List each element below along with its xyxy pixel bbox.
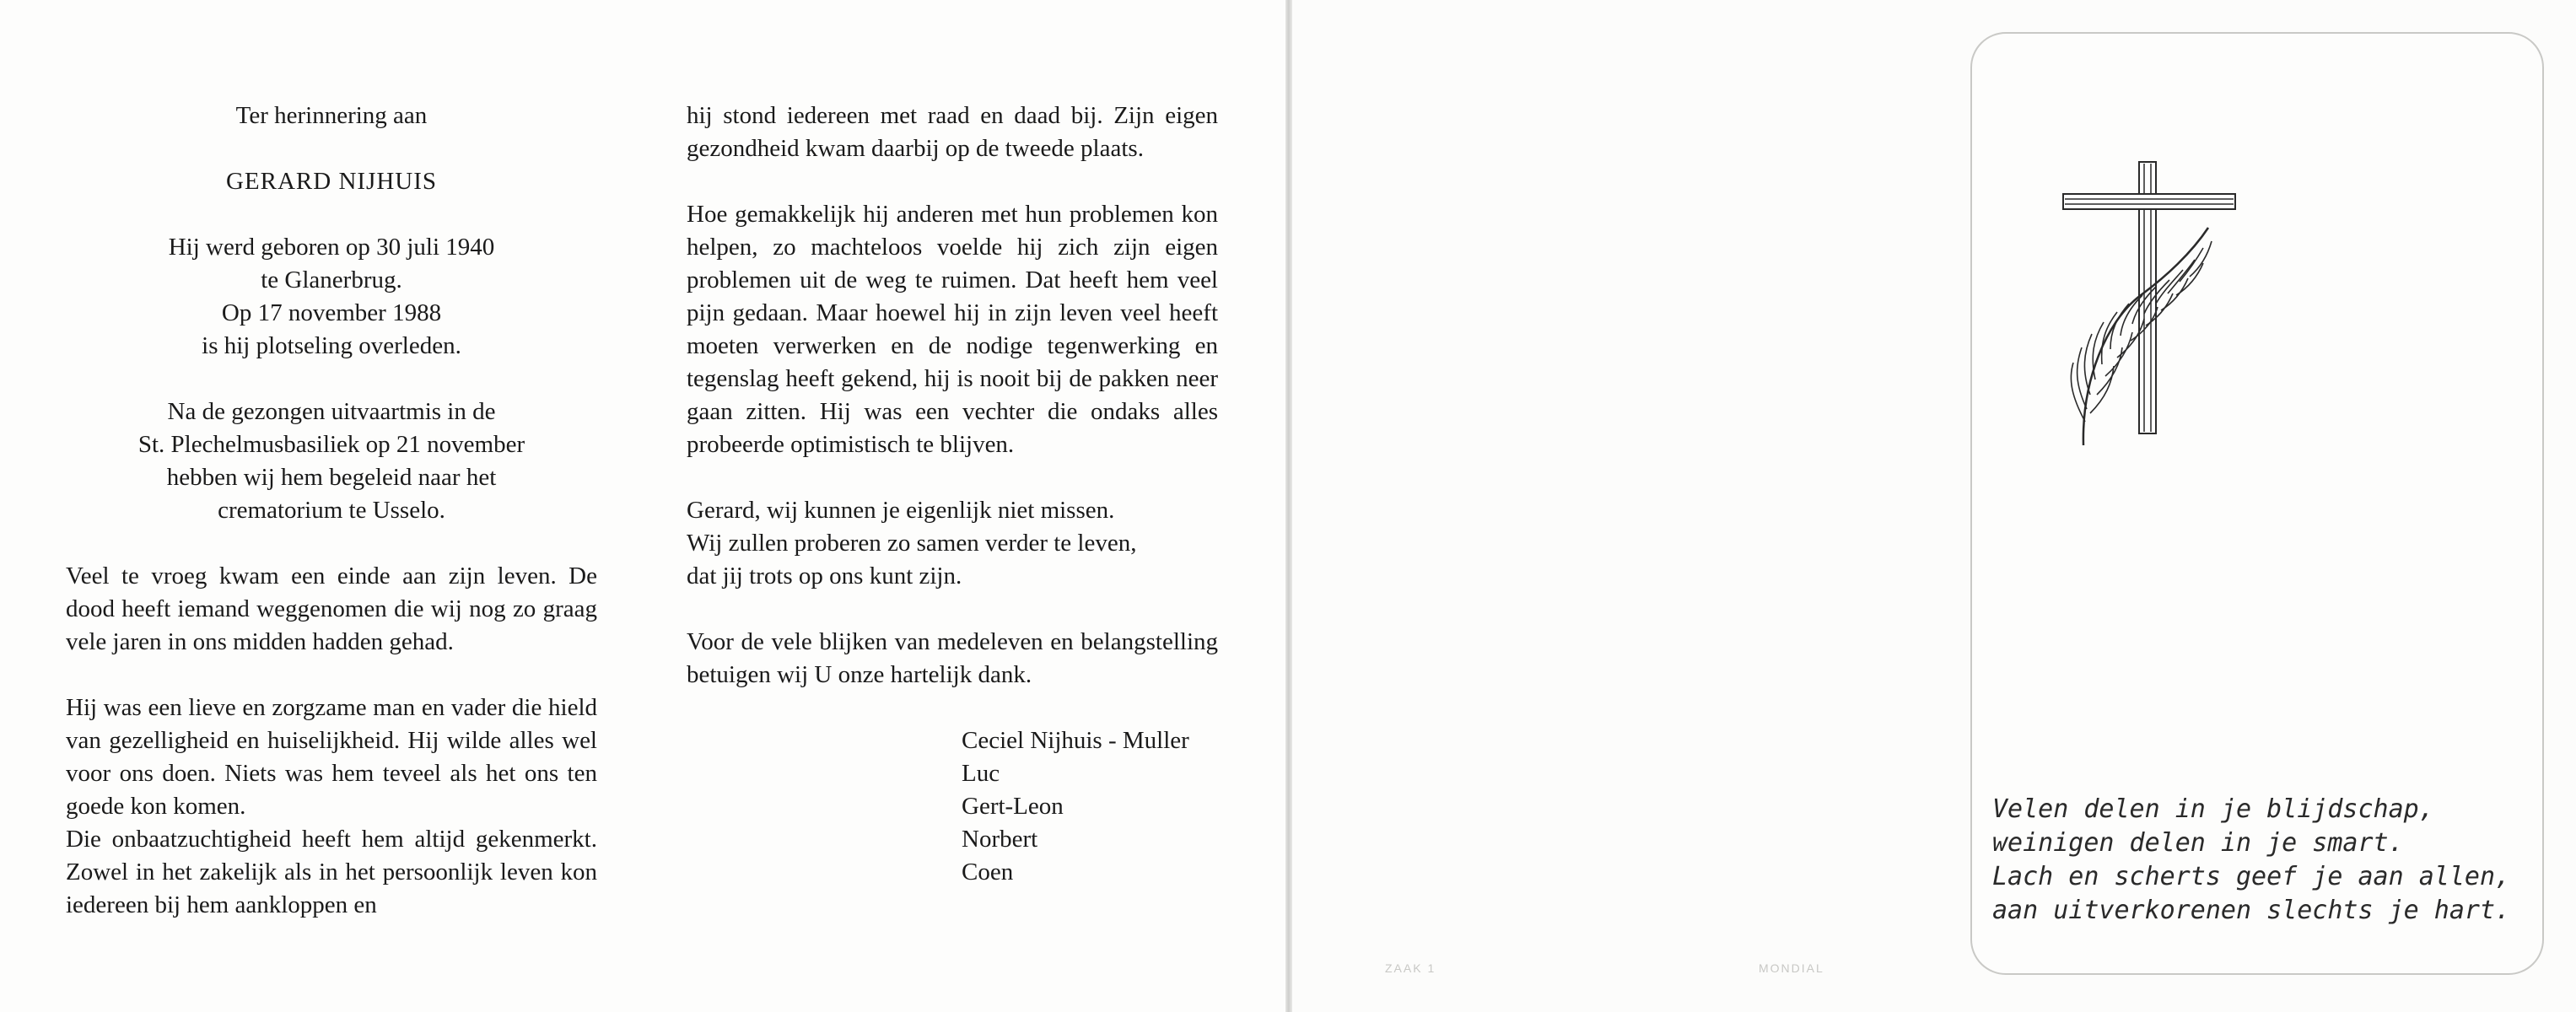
card-fold [1285,0,1292,1012]
memorial-poem [1992,793,2532,928]
thanks-paragraph: Voor de vele blijken van medeleven en belangstelling betuigen wij U onze hartelijk dank. [687,628,1218,688]
tribute-paragraph-1: Veel te vroeg kwam een einde aan zijn leven. De dood heeft iemand weggenomen die wij nog zo graag vele jaren in ons midden hadden gehad. [66,563,597,655]
tribute-paragraph-5: Hoe gemakkelijk hij anderen met hun problemen kon helpen, zo machteloos voelde hij zich zijn eigen problemen uit de weg te ruimen. Dat heeft hem veel pijn gedaan. Maar hoewel hij in zijn leven veel heeft moeten verwerken en de nodige tegenwerking en tegenslag heeft gekend, hij is nooit bij de pakken neer gaan zitten. Hij was een vechter die ondaks alles probeerde optimistisch te blijven. [687,201,1218,458]
poem-line-2: weinigen delen in je smart. [1992,828,2404,858]
deceased-name: GERARD NIJHUIS [225,168,438,195]
family-signatures [962,724,1218,889]
printer-imprint-right: MONDIAL [1759,961,1824,975]
funeral-line-1: Na de gezongen uitvaartmis in de [167,398,496,425]
birth-death-block [66,231,597,363]
signature-name: Luc [962,760,1000,787]
signature-name: Gert-Leon [962,793,1064,820]
birth-line-2: te Glanerbrug. [261,266,402,293]
poem-line-1: Velen delen in je blijdschap, [1992,794,2434,824]
death-line-1: Op 17 november 1988 [221,299,442,326]
signature-name: Norbert [962,826,1038,853]
middle-text-column [687,100,1218,889]
funeral-line-4: crematorium te Usselo. [218,497,445,524]
signature-name: Coen [962,859,1014,886]
death-line-2: is hij plotseling overleden. [202,332,461,359]
birth-line-1: Hij werd geboren op 30 juli 1940 [168,234,495,261]
closing-line-3: dat jij trots op ons kunt zijn. [687,563,962,589]
signature-name: Ceciel Nijhuis - Muller [962,727,1189,754]
funeral-block [66,396,597,527]
left-page [0,0,1287,1012]
funeral-line-2: St. Plechelmusbasiliek op 21 november [137,431,525,458]
funeral-line-3: hebben wij hem begeleid naar het [166,464,497,491]
tribute-paragraph-4: hij stond iedereen met raad en daad bij. Zijn eigen gezondheid kwam daarbij op de tweede plaats. [687,102,1218,162]
tribute-paragraph-2: Hij was een lieve en zorgzame man en vader die hield van gezelligheid en huiselijkheid. Hij wilde alles wel voor ons doen. Niets was hem teveel als het ons ten goede kon komen. [66,694,597,820]
closing-line-1: Gerard, wij kunnen je eigenlijk niet missen. [687,497,1115,524]
memorial-card-panel [1970,32,2544,975]
printer-imprint-left: ZAAK 1 [1385,961,1436,975]
tribute-paragraph-3: Die onbaatzuchtigheid heeft hem altijd gekenmerkt. Zowel in het zakelijk als in het persoonlijk leven kon iedereen bij hem aankloppen en [66,826,597,918]
cross-with-palm-icon [2056,126,2250,447]
poem-line-3: Lach en scherts geef je aan allen, [1992,862,2511,891]
remembrance-heading: Ter herinnering aan [235,102,428,129]
left-text-column [66,100,597,922]
closing-words [687,494,1218,593]
poem-line-4: aan uitverkorenen slechts je hart. [1992,896,2511,925]
closing-line-2: Wij zullen proberen zo samen verder te leven, [687,530,1137,557]
